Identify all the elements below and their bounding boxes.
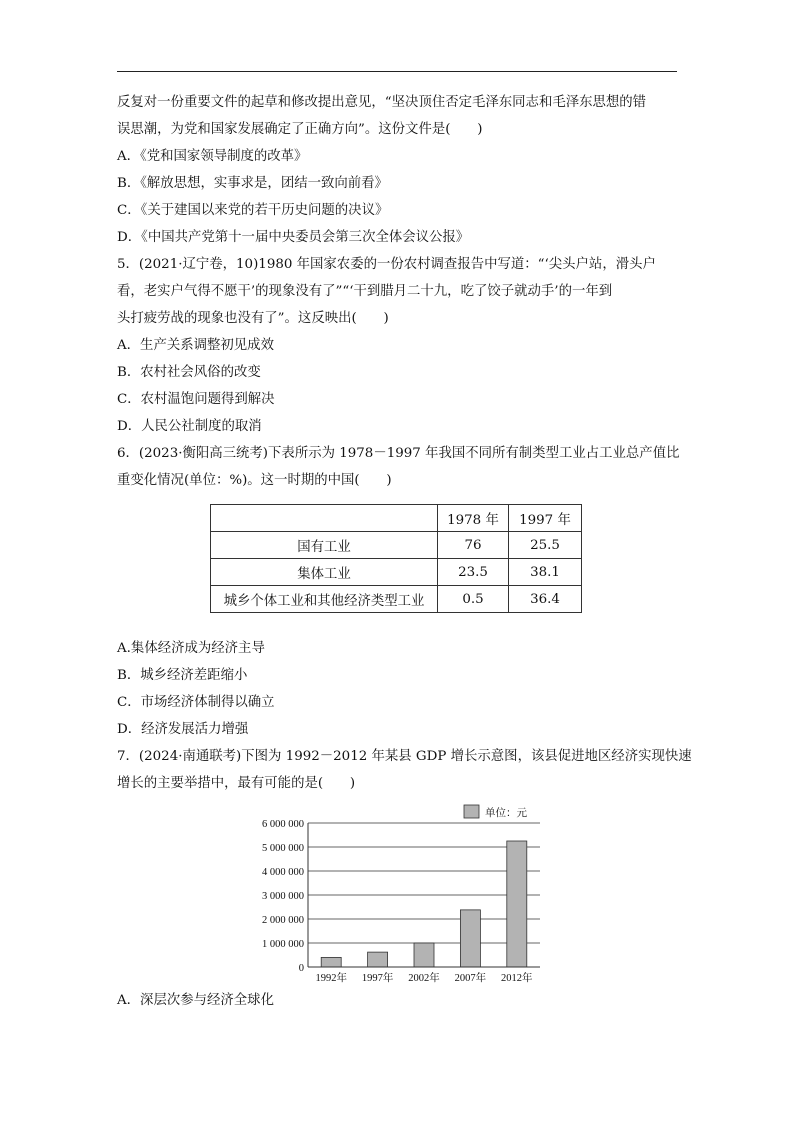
q6-stem-line-2: 重变化情况(单位：%)。这一时期的中国( ) — [117, 473, 392, 488]
table-row — [211, 532, 582, 559]
x-tick-label: 2012年 — [501, 973, 533, 984]
q5-option-b: B．农村社会风俗的改变 — [117, 365, 261, 380]
gridlines — [308, 823, 540, 943]
q5-option-a: A．生产关系调整初见成效 — [117, 338, 274, 353]
q5-option-d: D．人民公社制度的取消 — [117, 419, 262, 434]
q7-option-a: A．深层次参与经济全球化 — [117, 993, 274, 1008]
y-tick-label: 6 000 000 — [262, 819, 304, 830]
q6-option-c: C．市场经济体制得以确立 — [117, 695, 275, 710]
legend-label: 单位：元 — [485, 808, 527, 819]
table-row — [211, 586, 582, 613]
q6-stem-line-1: 6．(2023·衡阳高三统考)下表所示为 1978－1997 年我国不同所有制类型工业占工业总产值比 — [117, 446, 680, 461]
x-tick-label: 2007年 — [454, 973, 487, 984]
q4-option-c: C．《关于建国以来党的若干历史问题的决议》 — [117, 203, 389, 218]
q5-stem-line-2: 看，老实户气得不愿干’的现象没有了”“‘干到腊月二十九，吃了饺子就动手’的一年到 — [117, 284, 613, 299]
q4-option-d: D．《中国共产党第十一届中央委员会第三次全体会议公报》 — [117, 230, 470, 245]
table-header-row — [211, 505, 582, 532]
q7-stem-line-1: 7．(2024·南通联考)下图为 1992－2012 年某县 GDP 增长示意图，该县促进地区经济实现快速 — [117, 749, 692, 764]
table-cell: 25.5 — [509, 532, 582, 559]
q5-option-c: C．农村温饱问题得到解决 — [117, 392, 275, 407]
y-tick-label: 1 000 000 — [262, 939, 304, 950]
bar-2012年 — [507, 841, 527, 967]
q4-option-b: B．《解放思想，实事求是，团结一致向前看》 — [117, 176, 388, 191]
y-tick-label: 0 — [298, 963, 304, 974]
table-cell: 集体工业 — [211, 559, 438, 586]
y-tick-label: 3 000 000 — [262, 891, 304, 902]
q4-stem-line-1: 反复对一份重要文件的起草和修改提出意见，“坚决顶住否定毛泽东同志和毛泽东思想的错 — [117, 95, 647, 110]
legend-swatch — [464, 805, 479, 818]
q5-stem-line-3: 头打疲劳战的现象也没有了”。这反映出( ) — [117, 311, 389, 326]
table-cell: 36.4 — [509, 586, 582, 613]
q4-option-a: A．《党和国家领导制度的改革》 — [117, 149, 308, 164]
bars — [321, 841, 527, 967]
industry-share-table — [210, 504, 582, 613]
y-tick-label: 2 000 000 — [262, 915, 304, 926]
header-rule — [117, 71, 677, 72]
q6-option-b: B．城乡经济差距缩小 — [117, 668, 248, 683]
table-row — [211, 559, 582, 586]
table-cell: 0.5 — [438, 586, 509, 613]
x-tick-label: 1992年 — [315, 973, 347, 984]
x-axis-ticks — [315, 971, 533, 984]
table-cell: 38.1 — [509, 559, 582, 586]
y-axis-ticks — [262, 819, 304, 974]
table-header-cell — [211, 505, 438, 532]
table-header-cell: 1997 年 — [509, 505, 582, 532]
q5-stem-line-1: 5．(2021·辽宁卷，10)1980 年国家农委的一份农村调查报告中写道：“‘尖头户站，滑头户 — [117, 257, 656, 272]
table-header-cell: 1978 年 — [438, 505, 509, 532]
bar-2002年 — [414, 943, 434, 967]
table-cell: 城乡个体工业和其他经济类型工业 — [211, 586, 438, 613]
q4-stem-line-2: 误思潮，为党和国家发展确定了正确方向”。这份文件是( ) — [117, 122, 483, 137]
table-cell: 国有工业 — [211, 532, 438, 559]
gdp-bar-chart — [250, 803, 550, 988]
table-cell: 76 — [438, 532, 509, 559]
table-cell: 23.5 — [438, 559, 509, 586]
q6-option-d: D．经济发展活力增强 — [117, 722, 249, 737]
y-tick-label: 4 000 000 — [262, 867, 304, 878]
x-tick-label: 1997年 — [361, 973, 394, 984]
y-tick-label: 5 000 000 — [262, 843, 304, 854]
bar-1997年 — [368, 952, 388, 967]
x-tick-label: 2002年 — [408, 973, 440, 984]
bar-1992年 — [321, 957, 341, 967]
q7-stem-line-2: 增长的主要举措中，最有可能的是( ) — [117, 776, 356, 791]
bar-2007年 — [460, 910, 480, 967]
q6-option-a: A.集体经济成为经济主导 — [117, 641, 265, 656]
